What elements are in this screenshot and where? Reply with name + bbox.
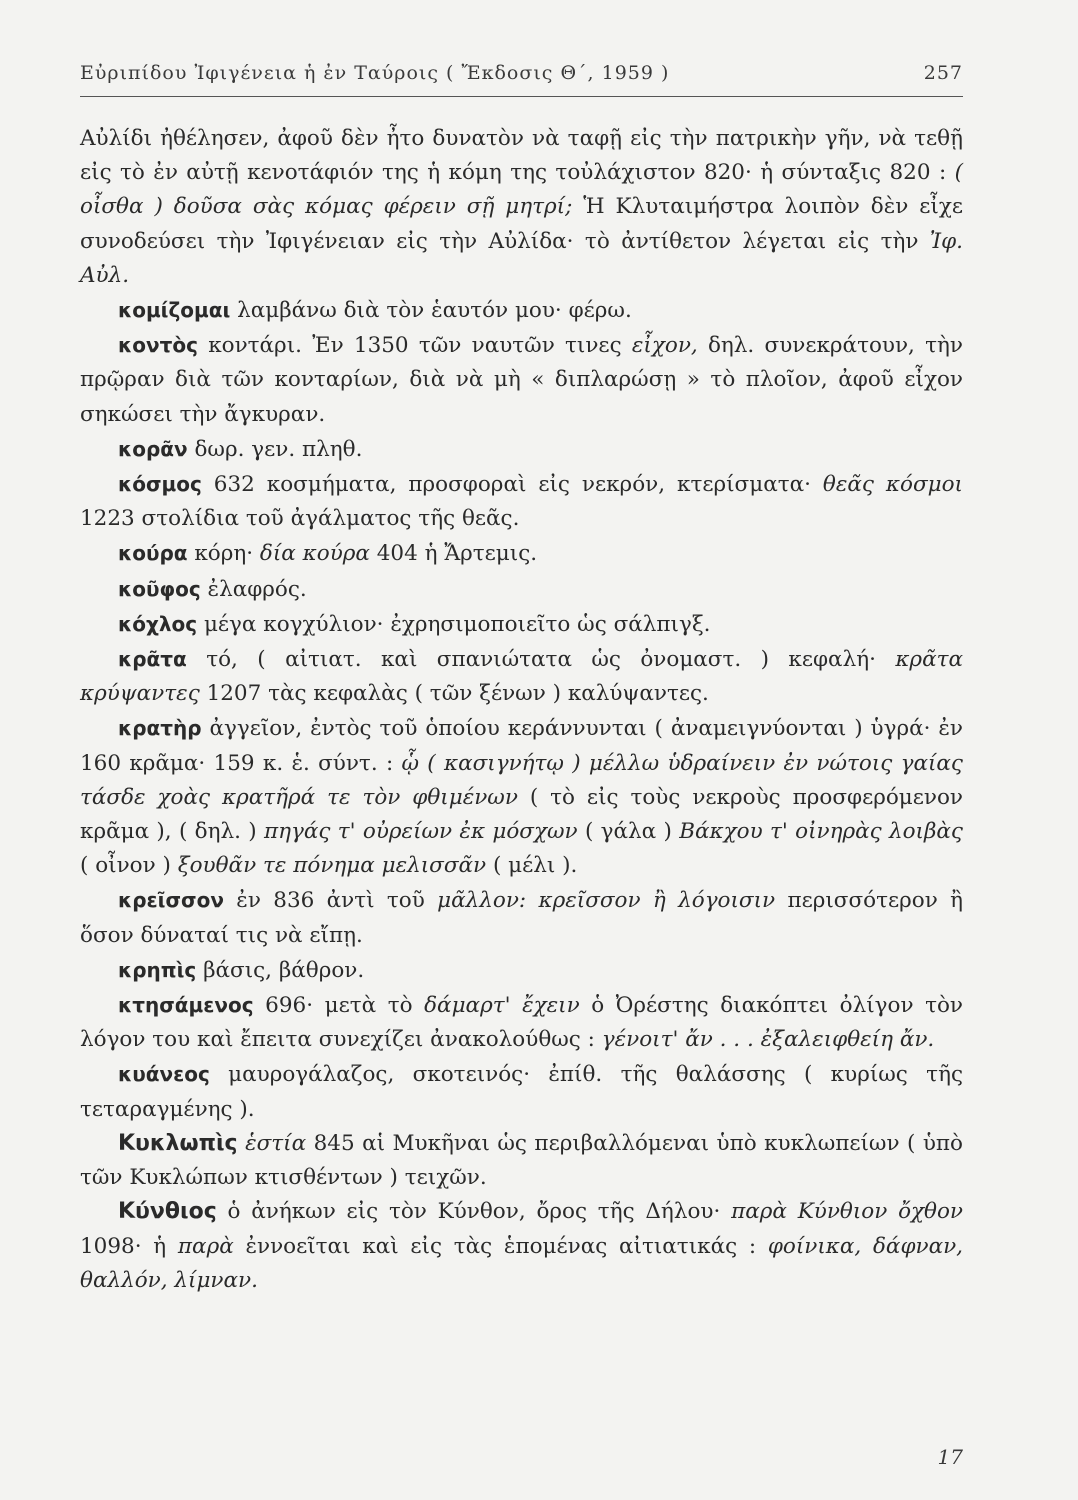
quote: ( οἶσθα ) δοῦσα σὰς κόμας φέρειν σῇ μητρί; [80,160,963,220]
entry-krata [80,642,963,711]
definition: 1207 τὰς κεφαλὰς ( τῶν ξένων ) καλύψαντες. [199,681,709,707]
headword: κορᾶν [118,436,188,461]
definition: ( γάλα ) [577,819,680,845]
definition: περισσότερον ἢ ὅσον δύναταί τις νὰ εἴπῃ. [80,888,963,948]
definition: ὁ ἀνήκων εἰς τὸν Κύνθον, ὄρος τῆς Δήλου· [216,1199,732,1225]
definition: 632 κοσμήματα, προσφοραὶ εἰς νεκρόν, κτερίσματα· [201,472,823,498]
entry-krater [80,711,963,883]
quote: γένοιτ' ἄν . . . ἐξαλειφθείη ἄν. [601,1027,935,1053]
entry-koura [80,536,963,571]
page-number: 257 [923,62,963,84]
definition: ( μέλι ). [486,853,578,879]
headword: κρᾶτα [118,647,187,672]
definition: 1098· ἡ [80,1233,178,1259]
quote: ᾧ ( κασιγνήτῳ ) μέλλω ὑδραίνειν ἐν νώτοις γαίας τάσδε χοὰς κρατῆρά τε τὸν φθιμένων [80,750,963,810]
quote: θεᾶς κόσμοι [822,472,963,498]
definition: ( οἶνον ) [80,853,178,879]
definition: 1223 στολίδια τοῦ ἀγάλματος τῆς θεᾶς. [80,506,520,532]
definition: ἐννοεῖται καὶ εἰς τὰς ἑπομένας αἰτιατικάς : [233,1233,768,1259]
definition: κόρη· [187,541,260,567]
entry-koran [80,432,963,467]
headword: Κύνθιος [118,1199,217,1225]
definition: μαυρογάλαζος, σκοτεινός· ἐπίθ. τῆς θαλάσσης ( κυρίως τῆς τεταραγμένης ). [80,1062,963,1122]
quote: φοίνικα, δάφναν, θαλλόν, λίμναν. [80,1233,963,1293]
definition: μέγα κογχύλιον· ἐχρησιμοποιεῖτο ὡς σάλπιγξ. [197,611,711,637]
headword: Κυκλωπὶς [118,1130,238,1156]
quote: πηγάς τ' οὐρείων ἐκ μόσχων [264,819,578,845]
quote: δία κούρα [259,541,370,567]
definition: λαμβάνω διὰ τὸν ἑαυτόν μου· φέρω. [230,298,632,324]
entry-kreisson [80,883,963,952]
headword: κυάνεος [118,1062,210,1087]
headword: κοῦφος [118,576,201,601]
definition: τό, ( αἰτιατ. καὶ σπανιώτατα ὡς ὀνομαστ. ) κεφαλή· [186,647,896,673]
headword: κοντὸς [118,333,198,358]
running-header [80,62,963,92]
entry-kyklopis [80,1127,963,1195]
headword: κούρα [118,541,188,566]
glossary-body [80,122,963,1298]
entry-kyaneos [80,1057,963,1126]
headword: κομίζομαι [118,298,231,323]
definition: βάσις, βάθρον. [196,957,365,983]
definition: κοντάρι. Ἐν 1350 τῶν ναυτῶν τινες [197,333,632,359]
headword: κόχλος [118,611,198,636]
quote: δάμαρτ' ἔχειν [424,993,580,1019]
definition: δηλ. συνεκράτουν, τὴν πρῷραν διὰ τῶν κονταρίων, διὰ νὰ μὴ « διπλαρώσῃ » τὸ πλοῖον, ἀφοῦ εἶχον σηκώσει τὴν ἄγκυραν. [80,333,963,427]
signature-mark: 17 [937,1445,963,1469]
definition: ( τὸ εἰς τοὺς νεκροὺς προσφερόμενον κρᾶμα ), ( δηλ. ) [80,784,963,845]
text: Αὐλίδι ἠθέλησεν, ἀφοῦ δὲν ἦτο δυνατὸν νὰ ταφῇ εἰς τὴν πατρικὴν γῆν, νὰ τεθῇ εἰς τὸ ἐν αὐτῇ κενοτάφιόν της ἡ κόμη της τοὐλάχιστον 820· ἡ σύνταξις 820 : [80,126,963,186]
entry-kochlos [80,607,963,642]
header-rule [80,96,963,97]
entry-krepis [80,953,963,988]
entry-komizomai [80,293,963,328]
quote: Ἰφ. Αὐλ. [80,228,963,288]
quote: Βάκχου τ' οἰνηρὰς λοιβὰς [679,819,963,845]
intro-paragraph [80,122,963,293]
entry-kosmos [80,467,963,536]
entry-ktesamenos [80,988,963,1057]
quote: κρᾶτα κρύψαντες [80,647,963,707]
headword: κτησάμενος [118,993,254,1018]
headword: κρεῖσσον [118,888,224,913]
definition: ὁ Ὀρέστης διακόπτει ὀλίγον τὸν λόγον του καὶ ἔπειτα συνεχίζει ἀνακολούθως : [80,993,963,1053]
definition: 696· μετὰ τὸ [253,993,425,1019]
definition: ἐλαφρός. [200,576,307,602]
headword: κρατὴρ [118,716,202,741]
quote: ἑστία [245,1130,307,1156]
entry-kynthios [80,1195,963,1298]
definition: ἐν 836 ἀντὶ τοῦ [223,888,438,914]
quote: ξουθᾶν τε πόνημα μελισσᾶν [177,853,487,879]
quote: εἶχον, [631,333,698,359]
headword: κρηπὶς [118,957,197,982]
quote: παρὰ Κύνθιον ὄχθον [731,1199,964,1225]
running-title: Εὐριπίδου Ἰφιγένεια ἡ ἐν Ταύροις ( Ἔκδοσις Θ΄, 1959 ) [80,62,670,84]
entry-kouphos [80,572,963,607]
quote: παρὰ [177,1233,234,1259]
headword: κόσμος [118,472,202,497]
definition: 404 ἡ Ἄρτεμις. [369,541,538,567]
entry-kontos [80,328,963,432]
quote: μᾶλλον: κρεῖσσον ἢ λόγοισιν [437,888,776,914]
text: Ἡ Κλυταιμήστρα λοιπὸν δὲν εἶχε συνοδεύσει τὴν Ἰφιγένειαν εἰς τὴν Αὐλίδα· τὸ ἀντίθετον λέγεται εἰς τὴν [80,194,963,254]
definition: δωρ. γεν. πληθ. [187,436,363,462]
definition: 845 αἱ Μυκῆναι ὡς περιβαλλόμεναι ὑπὸ κυκλωπείων ( ὑπὸ τῶν Κυκλώπων κτισθέντων ) τειχῶν. [80,1130,963,1191]
definition: ἀγγεῖον, ἐντὸς τοῦ ὁποίου κεράννυνται ( ἀναμειγνύονται ) ὑγρά· ἐν 160 κρᾶμα· 159 κ. ἑ. σύντ. : [80,716,963,776]
